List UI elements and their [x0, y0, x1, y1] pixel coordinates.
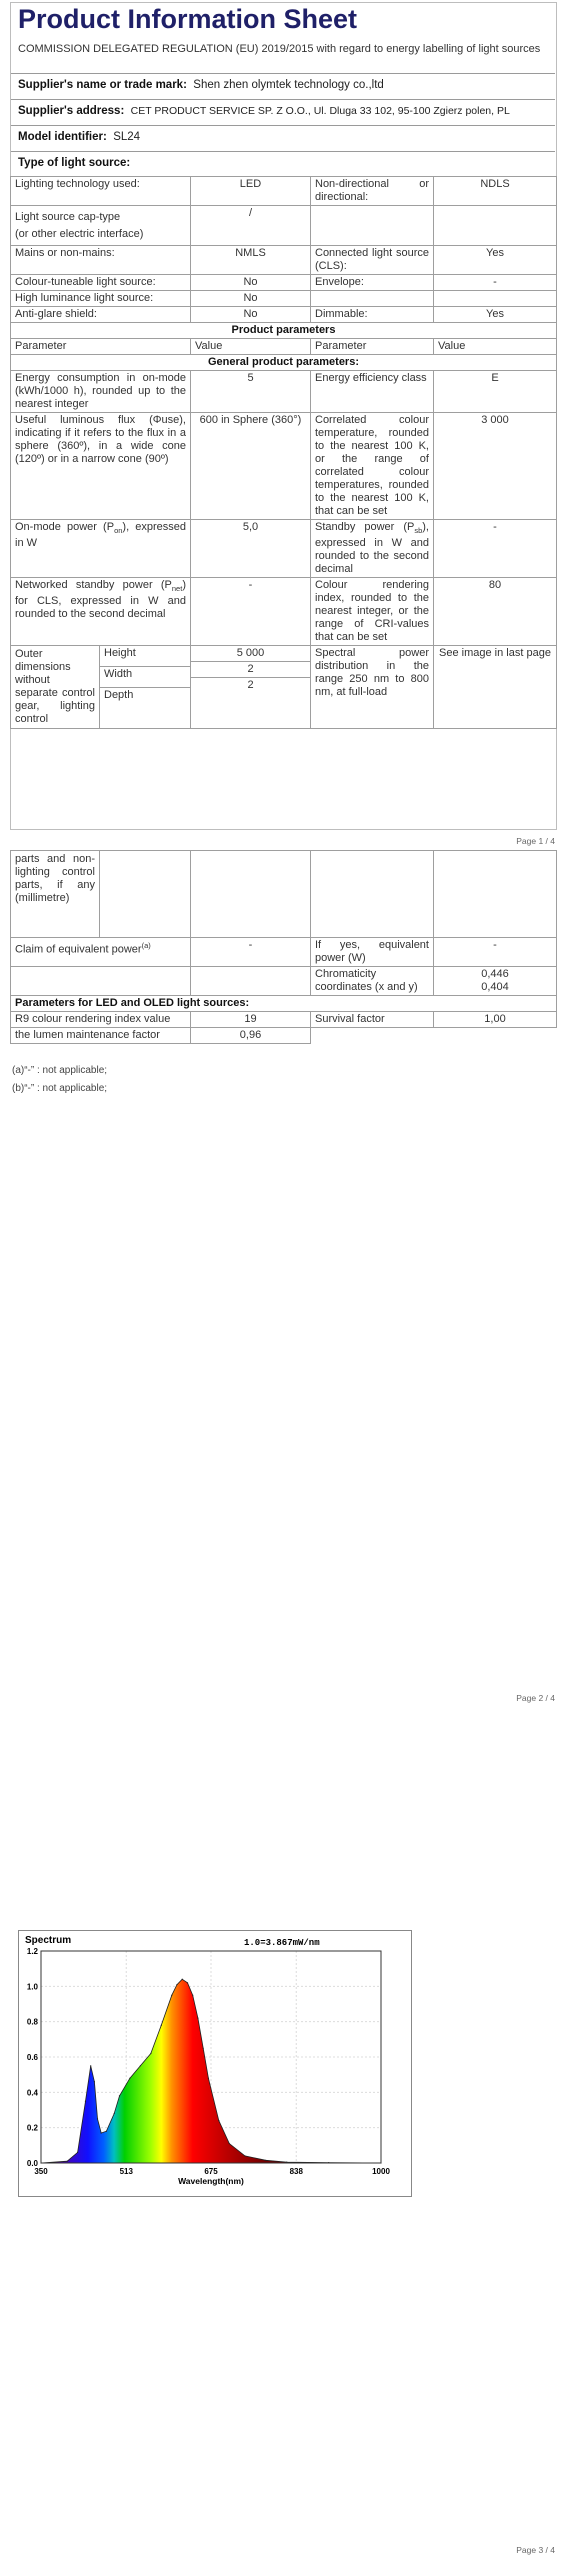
cell-empty	[434, 291, 557, 307]
spectrum-point	[77, 2152, 78, 2153]
cct-label: Correlated colour temperature, rounded to the nearest 100 K, or the range of correlated colour temperatures, rounded to the nearest 100 K, that can be set	[311, 413, 434, 520]
claim-text: Claim of equivalent power	[15, 943, 142, 956]
table-row	[11, 413, 557, 520]
spectrum-svg	[19, 1931, 411, 2196]
flux-label: Useful luminous flux (Φuse), indicating if it refers to the flux in a sphere (360º), in a wide cone (120º) or in a narrow cone (90º)	[11, 413, 191, 520]
cell-value: Yes	[434, 246, 557, 275]
claim-label	[11, 938, 191, 967]
divider	[11, 73, 555, 74]
width-label: Width	[100, 667, 191, 688]
table-row	[11, 996, 557, 1012]
table-row	[11, 177, 557, 206]
general-params-header: General product parameters:	[11, 355, 557, 371]
onmode-value: 5,0	[191, 520, 311, 578]
spectrum-point	[208, 2078, 209, 2079]
x-axis-label: Wavelength(nm)	[178, 2176, 244, 2186]
page-1	[0, 0, 565, 850]
x-tick-label: 1000	[372, 2167, 390, 2176]
divider	[11, 151, 555, 152]
cell-value: No	[191, 307, 311, 323]
onmode-text-end: ), expressed in W	[15, 521, 186, 550]
y-tick-label: 0.6	[26, 2053, 38, 2062]
cri-value: 80	[434, 578, 557, 646]
supplier-label: Supplier's name or trade mark:	[18, 79, 187, 91]
col-header-value: Value	[191, 339, 311, 355]
standby-text-end: ), expressed in W and rounded to the second decimal	[315, 521, 429, 576]
standby-text: Standby power (P	[315, 521, 415, 533]
page-number: Page 3 / 4	[516, 2545, 555, 2555]
y-tick-label: 0.4	[26, 2088, 38, 2098]
footnote-b: (b)“-” : not applicable;	[12, 1083, 108, 1094]
spectrum-point	[218, 2120, 219, 2121]
type-label: Type of light source:	[18, 157, 131, 169]
model-row	[18, 131, 140, 143]
spectrum-point	[182, 1979, 183, 1980]
spectrum-point	[197, 2018, 198, 2019]
spectrum-point	[192, 1995, 193, 1996]
cell-empty	[191, 967, 311, 996]
cell-empty	[311, 206, 434, 246]
table-row	[11, 246, 557, 275]
standby-label	[311, 520, 434, 578]
regulation-text: COMMISSION DELEGATED REGULATION (EU) 2019/2015 with regard to energy labelling of light sources	[18, 43, 541, 55]
led-params-header: Parameters for LED and OLED light sources:	[11, 996, 557, 1012]
cell-label: Envelope:	[311, 275, 434, 291]
model-value: SL24	[113, 131, 141, 143]
table-row	[11, 578, 557, 646]
cell-value: -	[434, 275, 557, 291]
spectrum-point	[187, 1982, 188, 1983]
spectrum-point	[90, 2065, 91, 2066]
spectrum-point	[171, 1995, 172, 1996]
spectrum-point	[203, 2048, 204, 2049]
onmode-text: On-mode power (P	[15, 521, 115, 533]
col-header-parameter: Parameter	[311, 339, 434, 355]
survival-value: 1,00	[434, 1012, 557, 1028]
depth-value: 2	[247, 679, 254, 692]
page-title: Product Information Sheet	[18, 4, 358, 34]
cell-value: /	[191, 206, 311, 246]
chroma-value	[434, 967, 557, 996]
cell-value: LED	[191, 177, 311, 206]
table-row	[11, 323, 557, 339]
spectrum-point	[101, 2132, 102, 2133]
cri-label: Colour rendering index, rounded to the nearest integer, or the range of CRI-values that can be set	[311, 578, 434, 646]
cap-label-1: Light source cap-type	[15, 211, 121, 223]
chroma-x: 0,446	[481, 968, 509, 980]
cell-value: NDLS	[434, 177, 557, 206]
outer-dim-cont-cell	[11, 851, 191, 938]
width-value: 2	[191, 662, 310, 678]
cell-label: Lighting technology used:	[11, 177, 191, 206]
table-row	[11, 851, 557, 938]
lumen-label: the lumen maintenance factor	[11, 1028, 191, 1044]
x-tick-label: 838	[289, 2167, 303, 2176]
table-row	[11, 938, 557, 967]
r9-value: 19	[191, 1012, 311, 1028]
survival-label: Survival factor	[311, 1012, 434, 1028]
table-row	[11, 339, 557, 355]
chart-title: Spectrum	[25, 1935, 72, 1946]
x-tick-label: 350	[34, 2167, 48, 2176]
spectrum-point	[150, 2053, 151, 2054]
chroma-y: 0,404	[481, 981, 509, 993]
cell-value: No	[191, 291, 311, 307]
cell-label: Mains or non-mains:	[11, 246, 191, 275]
page-number: Page 2 / 4	[516, 1693, 555, 1703]
cell-label: High luminance light source:	[11, 291, 191, 307]
x-tick-label: 675	[204, 2167, 218, 2176]
spectrum-point	[244, 2155, 245, 2156]
efficiency-label: Energy efficiency class	[311, 371, 434, 413]
spectrum-point	[106, 2131, 107, 2132]
outer-dim-subtable	[11, 646, 190, 728]
outer-dim-cell	[11, 646, 191, 729]
table-row	[11, 646, 190, 666]
cell-empty	[311, 291, 434, 307]
spectrum-point	[94, 2081, 95, 2082]
cell-empty	[311, 851, 434, 938]
spec-table-continued	[10, 850, 557, 1044]
cct-value: 3 000	[434, 413, 557, 520]
energy-value: 5	[191, 371, 311, 413]
supplier-value: Shen zhen olymtek technology co.,ltd	[193, 79, 384, 91]
spectrum-point	[176, 1984, 177, 1985]
claim-sup: (a)	[141, 941, 151, 950]
onmode-label	[11, 520, 191, 578]
cell-empty	[311, 1028, 434, 1044]
address-row	[18, 105, 510, 117]
height-label: Height	[100, 646, 191, 666]
spectrum-point	[265, 2160, 266, 2161]
cap-label-2: (or other electric interface)	[15, 228, 144, 240]
table-row	[11, 307, 557, 323]
table-row	[11, 371, 557, 413]
height-value: 5 000	[191, 646, 310, 662]
standby-sub: sb	[414, 526, 423, 536]
product-params-header: Product parameters	[11, 323, 557, 339]
spectrum-point	[229, 2143, 230, 2144]
cell-label: Dimmable:	[311, 307, 434, 323]
cell-empty	[434, 1028, 557, 1044]
chroma-label: Chromaticity coordinates (x and y)	[311, 967, 434, 996]
outer-dim-values	[191, 646, 311, 729]
flux-value: 600 in Sphere (360°)	[191, 413, 311, 520]
model-label: Model identifier:	[18, 131, 107, 143]
spectral-label: Spectral power distribution in the range 250 nm to 800 nm, at full-load	[311, 646, 434, 729]
table-row	[11, 206, 557, 246]
chart-annotation: 1.0=3.867mW/nm	[244, 1938, 320, 1948]
y-tick-label: 0.8	[26, 2017, 38, 2027]
cell-empty	[434, 851, 557, 938]
y-tick-label: 0.2	[26, 2123, 38, 2133]
spectrum-point	[85, 2101, 86, 2102]
claim-value: -	[191, 938, 311, 967]
divider	[11, 125, 555, 126]
networked-text: Networked standby power (P	[15, 579, 172, 592]
y-tick-label: 1.0	[26, 1982, 38, 1992]
table-row	[11, 275, 557, 291]
efficiency-value: E	[434, 371, 557, 413]
depth-label: Depth	[104, 689, 134, 702]
onmode-sub: on	[114, 526, 123, 536]
y-tick-label: 1.2	[26, 1947, 38, 1956]
type-row	[18, 157, 130, 169]
footnote-a: (a)“-” : not applicable;	[12, 1065, 108, 1076]
r9-label: R9 colour rendering index value	[11, 1012, 191, 1028]
cell-value: No	[191, 275, 311, 291]
table-row	[11, 1028, 557, 1044]
spec-table	[10, 176, 557, 729]
networked-value: -	[191, 578, 311, 646]
col-header-value: Value	[434, 339, 557, 355]
table-row	[11, 967, 557, 996]
page-2	[0, 850, 565, 1715]
cell-value: NMLS	[191, 246, 311, 275]
table-row	[11, 291, 557, 307]
spectrum-chart	[18, 1930, 412, 2197]
spectrum-point	[119, 2095, 120, 2096]
col-header-parameter: Parameter	[11, 339, 191, 355]
networked-label	[11, 578, 191, 646]
table-row	[11, 520, 557, 578]
cell-empty	[191, 851, 311, 938]
spectrum-point	[140, 2065, 141, 2066]
networked-sub: net	[171, 584, 183, 594]
table-row	[11, 646, 557, 729]
spectrum-point	[114, 2113, 115, 2114]
energy-label: Energy consumption in on-mode (kWh/1000 h), rounded up to the nearest integer	[11, 371, 191, 413]
outer-dim-label: Outer dimensions without separate control gear, lighting control	[11, 646, 100, 728]
spectrum-point	[67, 2161, 68, 2162]
outer-dim-cont-label: parts and non-lighting control parts, if any (millimetre)	[11, 851, 100, 937]
address-value: CET PRODUCT SERVICE SP. Z O.O., Ul. Dluga 33 102, 95-100 Zgierz polen, PL	[130, 105, 510, 117]
ifyes-label: If yes, equivalent power (W)	[311, 938, 434, 967]
supplier-row	[18, 79, 384, 91]
spectral-value: See image in last page	[434, 646, 557, 729]
page-number: Page 1 / 4	[516, 836, 555, 846]
cell-label: Non-directional or directional:	[311, 177, 434, 206]
cell-label	[11, 206, 191, 246]
table-row	[11, 1012, 557, 1028]
ifyes-value: -	[434, 938, 557, 967]
networked-text-end: ) for CLS, expressed in W and rounded to the second decimal	[15, 579, 186, 621]
address-label: Supplier's address:	[18, 105, 125, 117]
cell-label: Colour-tuneable light source:	[11, 275, 191, 291]
cell-label: Connected light source (CLS):	[311, 246, 434, 275]
cell-empty	[11, 967, 191, 996]
cell-empty	[434, 206, 557, 246]
table-row	[11, 355, 557, 371]
x-tick-label: 513	[119, 2167, 133, 2176]
lumen-value: 0,96	[191, 1028, 311, 1044]
divider	[11, 99, 555, 100]
spectrum-point	[161, 2025, 162, 2026]
spectrum-point	[129, 2078, 130, 2079]
standby-value: -	[434, 520, 557, 578]
spectrum-point	[97, 2118, 98, 2119]
cell-label: Anti-glare shield:	[11, 307, 191, 323]
y-tick-label: 0.0	[26, 2159, 38, 2168]
cell-value: Yes	[434, 307, 557, 323]
